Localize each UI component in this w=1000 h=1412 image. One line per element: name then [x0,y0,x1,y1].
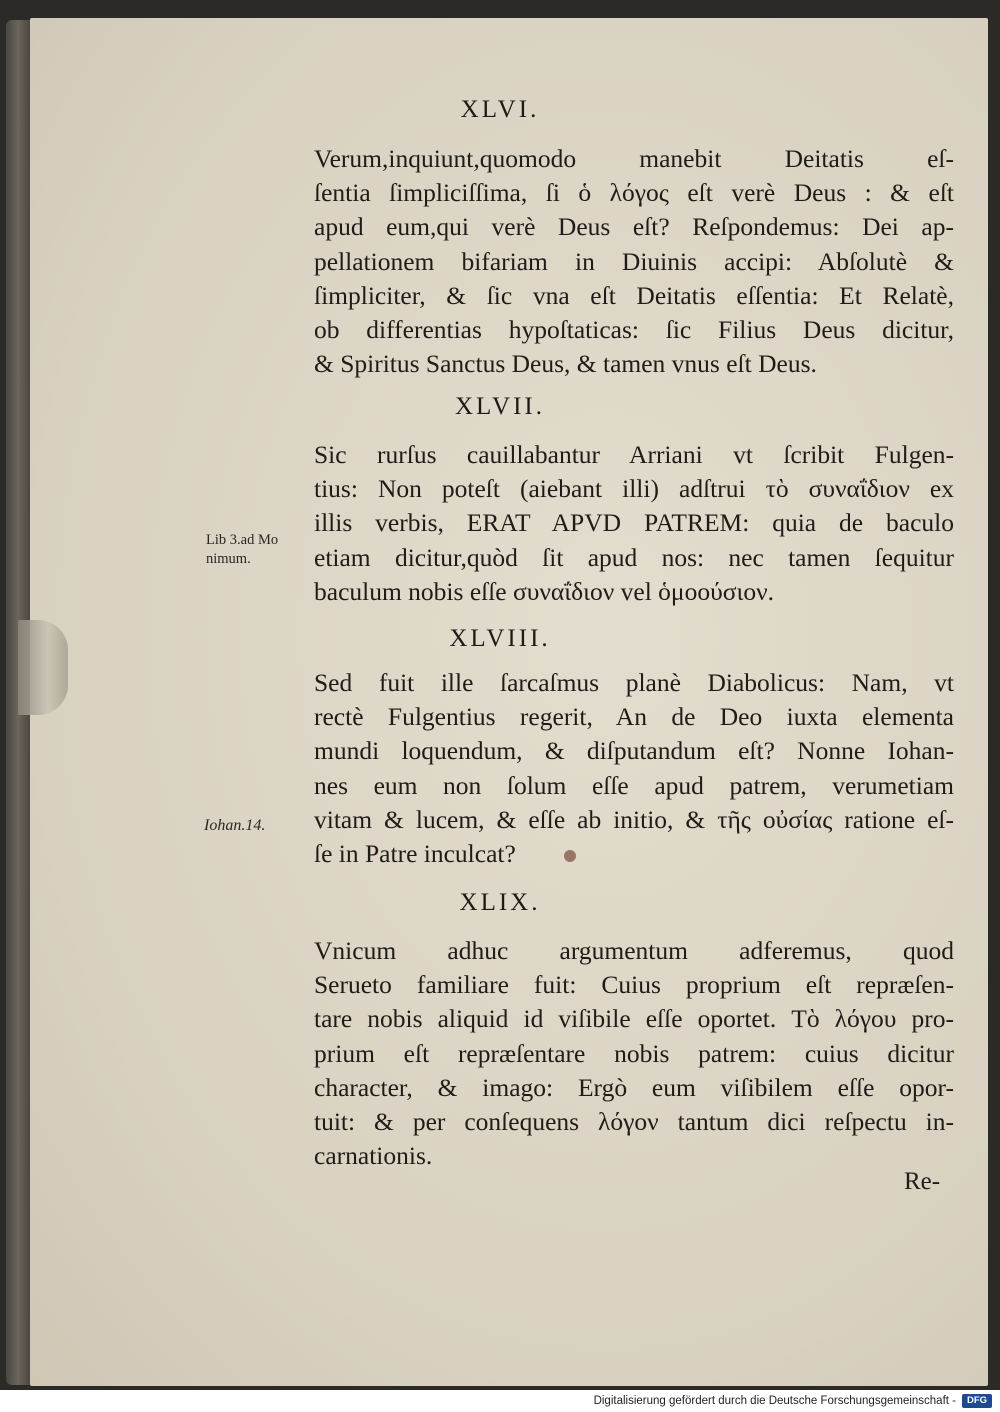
catchword: Re- [904,1168,941,1195]
text-line: tuit: & per conſequens λόγον tantum dici reſpectu in- [314,1107,954,1137]
text-line: ſentia ſimpliciſſima, ſi ὁ λόγος eſt verè Deus : & eſt [314,178,954,208]
text-line: pellationem bifariam in Diuinis accipi: Abſolutè & [314,246,954,276]
text-line: apud eum,qui verè Deus eſt? Reſpondemus: Dei ap- [314,212,954,242]
margin-note-line: Lib 3.ad Mo [206,532,279,548]
paragraph-xlvii [314,438,954,609]
text-line: Sic rurſus cauillabantur Arriani vt ſcribit Fulgen- [314,440,954,469]
section-heading: XLIX. [459,889,541,916]
text-line: Serueto familiare fuit: Cuius proprium eſt repræſen- [314,970,954,1000]
text-line: ſimpliciter, & ſic vna eſt Deitatis eſſentia: Et Relatè, [314,280,954,310]
margin-note-line: nimum. [206,551,251,567]
text-line: Vnicum adhuc argumentum adferemus, quod [314,936,954,965]
section-heading: XLVI. [460,96,540,123]
text-line: ob differentias hypoſtaticas: ſic Filius Deus dicitur, [314,315,954,345]
margin-note-iohan: Iohan.14. [204,817,266,834]
text-line: carnationis. [314,1141,433,1171]
text-line: Sed fuit ille ſarcaſmus planè Diabolicus: Nam, vt [314,668,954,697]
text-line: prium eſt repræſentare nobis patrem: cuius dicitur [314,1038,954,1068]
text-line: nes eum non ſolum eſſe apud patrem, verumetiam [314,770,954,800]
paragraph-xlviii [314,666,954,871]
text-line: vitam & lucem, & eſſe ab initio, & τῆς οὐσίας ratione eſ- [314,804,954,834]
text-line: mundi loquendum, & diſputandum eſt? Nonne Iohan- [314,736,954,766]
text-line: tius: Non poteſt (aiebant illi) adſtrui τὸ συναΐδιον ex [314,474,954,504]
text-line: ſe in Patre inculcat? [314,839,516,869]
text-line: etiam dicitur,quòd ſit apud nos: nec tamen ſequitur [314,542,954,572]
text-line: Verum,inquiunt,quomodo manebit Deitatis eſ- [314,144,954,173]
text-line: character, & imago: Ergò eum viſibilem eſſe opor- [314,1072,954,1102]
dfg-logo: DFG [962,1394,992,1408]
text-line: rectè Fulgentius regerit, An de Deo iuxta elementa [314,702,954,732]
section-heading: XLVIII. [449,625,551,652]
paragraph-xlvi [314,142,954,381]
section-heading: XLVII. [455,393,545,420]
text-line: & Spiritus Sanctus Deus, & tamen vnus eſt Deus. [314,349,817,379]
text-line: illis verbis, ERAT APVD PATREM: quia de baculo [314,508,954,538]
text-line: baculum nobis eſſe συναΐδιον vel ὁμοούσιον. [314,576,774,606]
text-line: tare nobis aliquid id viſibile eſſe oportet. Τὸ λόγου pro- [314,1004,954,1034]
footer-credit: Digitalisierung gefördert durch die Deutsche Forschungsgemeinschaft - [593,1395,956,1407]
paragraph-xlix [314,934,954,1173]
ink-stain [564,850,576,862]
margin-note-lib [206,531,278,569]
